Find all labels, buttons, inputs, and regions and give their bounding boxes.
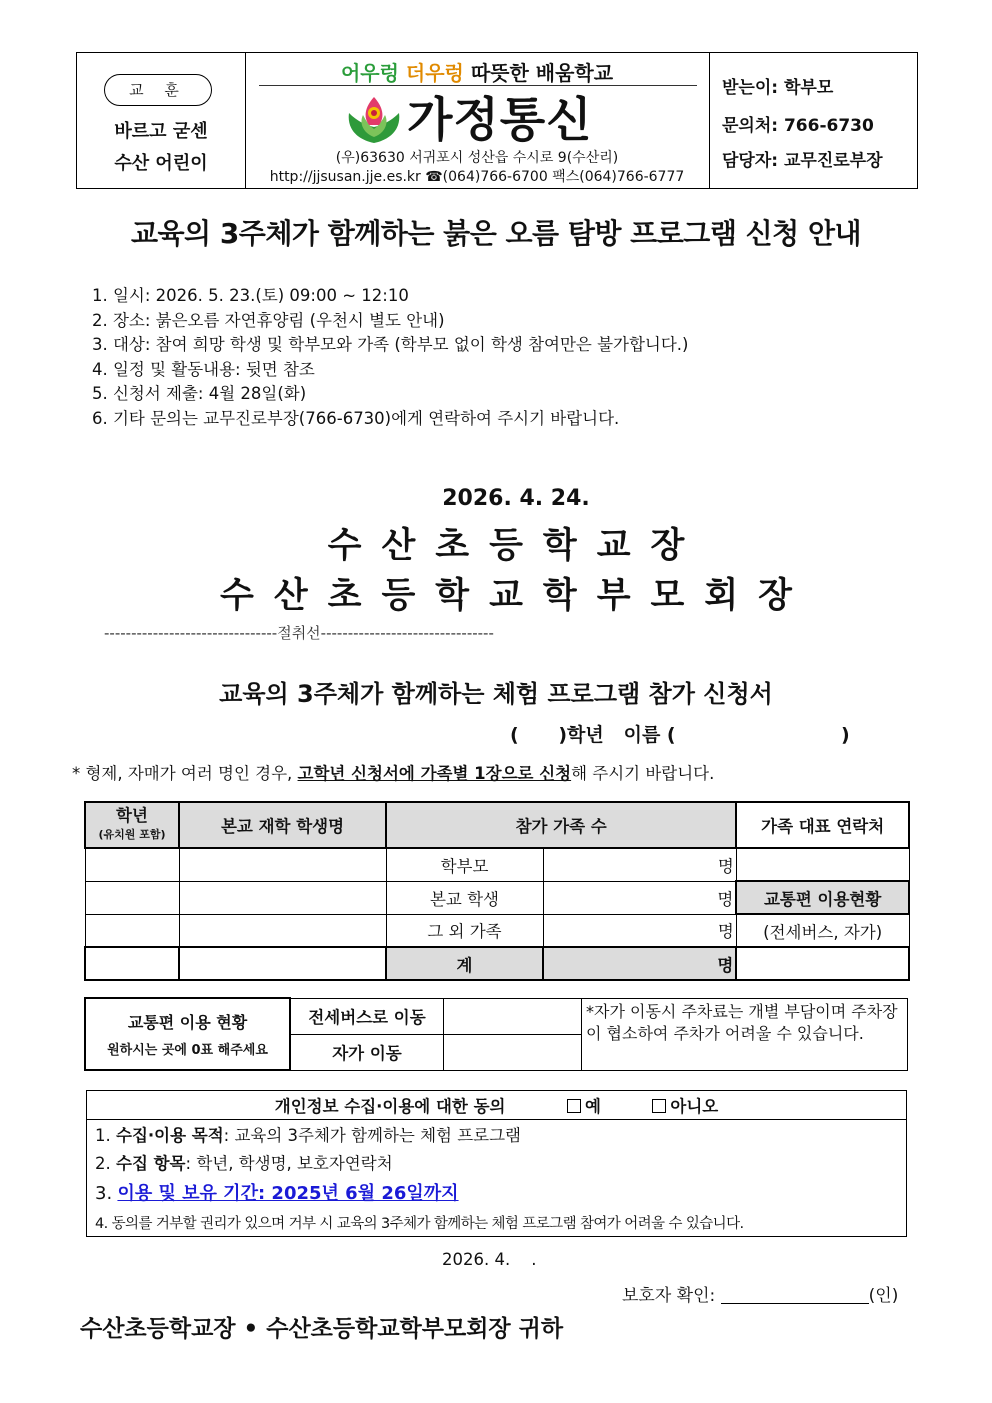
count-unit[interactable]: 명 xyxy=(543,848,736,881)
grade-cell[interactable] xyxy=(85,848,179,881)
consent-head xyxy=(87,1091,907,1120)
consent-period: 3. 이용 및 보유 기간: 2025년 6월 26일까지 xyxy=(87,1176,907,1208)
student-cell[interactable] xyxy=(179,881,386,914)
transport-head: 교통편 이용현황 xyxy=(736,881,909,914)
parking-note: *자가 이동시 주차료는 개별 부담이며 주차장이 협소하여 주차가 어려울 수 있습니다. xyxy=(582,998,908,1070)
retention-period: 이용 및 보유 기간: 2025년 6월 26일까지 xyxy=(117,1183,459,1204)
school-emblem-icon xyxy=(345,93,403,145)
letterhead xyxy=(76,52,918,189)
col-grade xyxy=(85,802,179,848)
consent-purpose: 1. 수집·이용 목적: 교육의 3주체가 함께하는 체험 프로그램 xyxy=(87,1120,907,1149)
transport-sublabel: 원하시는 곳에 0표 해주세요 xyxy=(107,1043,268,1058)
total-contact-cell[interactable] xyxy=(736,947,909,980)
consent-refusal: 4. 동의를 거부할 권리가 있으며 거부 시 교육의 3주체가 함께하는 체험 프로그램 참여가 어려울 수 있습니다. xyxy=(87,1208,907,1237)
col-family: 참가 가족 수 xyxy=(386,802,736,848)
transport-table xyxy=(84,997,908,1071)
slogan-green: 어우렁 xyxy=(340,61,399,85)
col-grade-sub: (유치원 포함) xyxy=(98,828,166,841)
consent-title: 개인정보 수집·이용에 대한 동의 xyxy=(274,1097,506,1116)
document-title: 교육의 3주체가 함께하는 붉은 오름 탐방 프로그램 신청 안내 xyxy=(130,217,862,250)
motto-line-2: 수산 어린이 xyxy=(114,153,208,174)
list-item: 2. 장소: 붉은오름 자연휴양림 (우천시 별도 안내) xyxy=(92,310,445,330)
car-mark-cell[interactable] xyxy=(444,1034,582,1070)
row-label-other: 그 외 가족 xyxy=(386,914,543,947)
transport-label xyxy=(85,998,290,1070)
inquiry-phone: 문의처: 766-6730 xyxy=(722,116,874,136)
col-grade-label: 학년 xyxy=(116,806,148,825)
purpose-text: : 교육의 3주체가 함께하는 체험 프로그램 xyxy=(223,1126,521,1145)
sibling-note xyxy=(72,760,714,784)
motto-line-1: 바르고 굳센 xyxy=(114,121,208,142)
slogan xyxy=(245,57,709,86)
list-item: 5. 신청서 제출: 4월 28일(화) xyxy=(92,384,307,404)
transport-options[interactable]: (전세버스, 자가) xyxy=(736,914,909,947)
list-item: 4. 일정 및 활동내용: 뒷면 참조 xyxy=(92,359,315,379)
parent-chair-name: 수산초등학교학부모회장 xyxy=(220,576,812,616)
total-unit[interactable]: 명 xyxy=(543,947,736,980)
student-cell[interactable] xyxy=(179,947,386,980)
count-unit[interactable]: 명 xyxy=(543,881,736,914)
row-label-total: 계 xyxy=(386,947,543,980)
no-label: 아니오 xyxy=(670,1097,719,1116)
slogan-orange: 더우렁 xyxy=(405,61,464,85)
grade-cell[interactable] xyxy=(85,947,179,980)
note-suffix: 해 주시기 바랍니다. xyxy=(571,764,715,783)
recipient: 받는이: 학부모 xyxy=(722,78,834,98)
transport-label-text: 교통편 이용 현황 xyxy=(127,1013,248,1032)
privacy-consent-table xyxy=(86,1090,907,1237)
purpose-label: 수집·이용 목적 xyxy=(116,1126,224,1145)
manager: 담당자: 교무진로부장 xyxy=(722,151,883,171)
seal-label: (인) xyxy=(868,1286,899,1306)
slogan-rest: 따뜻한 배움학교 xyxy=(470,61,614,85)
issue-date: 2026. 4. 24. xyxy=(442,486,590,511)
participant-table xyxy=(84,801,910,981)
recipient-info xyxy=(709,53,918,188)
note-prefix: * 형제, 자매가 여러 명인 경우, xyxy=(72,764,298,783)
newsletter-title: 가정통신 xyxy=(407,93,593,148)
list-item: 6. 기타 문의는 교무진로부장(766-6730)에게 연락하여 주시기 바랍니다. xyxy=(92,408,620,428)
guardian-label: 보호자 확인: xyxy=(622,1286,716,1306)
student-cell[interactable] xyxy=(179,848,386,881)
signature-field[interactable] xyxy=(721,1287,869,1304)
guardian-sign xyxy=(622,1281,898,1306)
checkbox-yes[interactable] xyxy=(567,1099,581,1113)
cut-line: --------------------------------절취선-------------------------------- xyxy=(104,624,494,642)
school-contact: http://jjsusan.jje.es.kr ☎(064)766-6700 팩스(064)766-6777 xyxy=(269,169,685,185)
consent-items: 2. 수집 항목: 학년, 학생명, 보호자연락처 xyxy=(87,1148,907,1176)
items-text: : 학년, 학생명, 보호자연락처 xyxy=(185,1154,393,1173)
bus-mark-cell[interactable] xyxy=(444,998,582,1034)
contact-cell[interactable] xyxy=(736,848,909,881)
checkbox-no[interactable] xyxy=(652,1099,666,1113)
list-item: 3. 대상: 참여 희망 학생 및 학부모와 가족 (학부모 없이 학생 참여만은 불가합니다.) xyxy=(92,335,689,355)
bus-label: 전세버스로 이동 xyxy=(290,998,444,1034)
motto-label: 교 훈 xyxy=(104,74,212,106)
items-label: 수집 항목 xyxy=(116,1154,186,1173)
grade-cell[interactable] xyxy=(85,881,179,914)
col-student: 본교 재학 학생명 xyxy=(179,802,386,848)
grade-cell[interactable] xyxy=(85,914,179,947)
school-address: (우)63630 서귀포시 성산읍 수시로 9(수산리) xyxy=(335,150,619,166)
note-emphasis: 고학년 신청서에 가족별 1장으로 신청 xyxy=(297,764,572,783)
submit-date: 2026. 4. . xyxy=(442,1250,537,1269)
form-title: 교육의 3주체가 함께하는 체험 프로그램 참가 신청서 xyxy=(219,680,773,708)
list-item: 1. 일시: 2026. 5. 23.(토) 09:00 ~ 12:10 xyxy=(92,286,409,305)
addressee: 수산초등학교장 • 수산초등학교학부모회장 귀하 xyxy=(80,1316,564,1342)
info-list xyxy=(92,284,688,432)
count-unit[interactable]: 명 xyxy=(543,914,736,947)
row-label-student: 본교 학생 xyxy=(386,881,543,914)
col-contact: 가족 대표 연락처 xyxy=(736,802,909,848)
yes-label: 예 xyxy=(584,1097,601,1116)
row-label-parent: 학부모 xyxy=(386,848,543,881)
student-cell[interactable] xyxy=(179,914,386,947)
principal-name: 수산초등학교장 xyxy=(327,526,705,566)
school-motto xyxy=(77,53,246,188)
car-label: 자가 이동 xyxy=(290,1034,444,1070)
grade-name-line: ( )학년 이름 ( ) xyxy=(510,724,850,746)
